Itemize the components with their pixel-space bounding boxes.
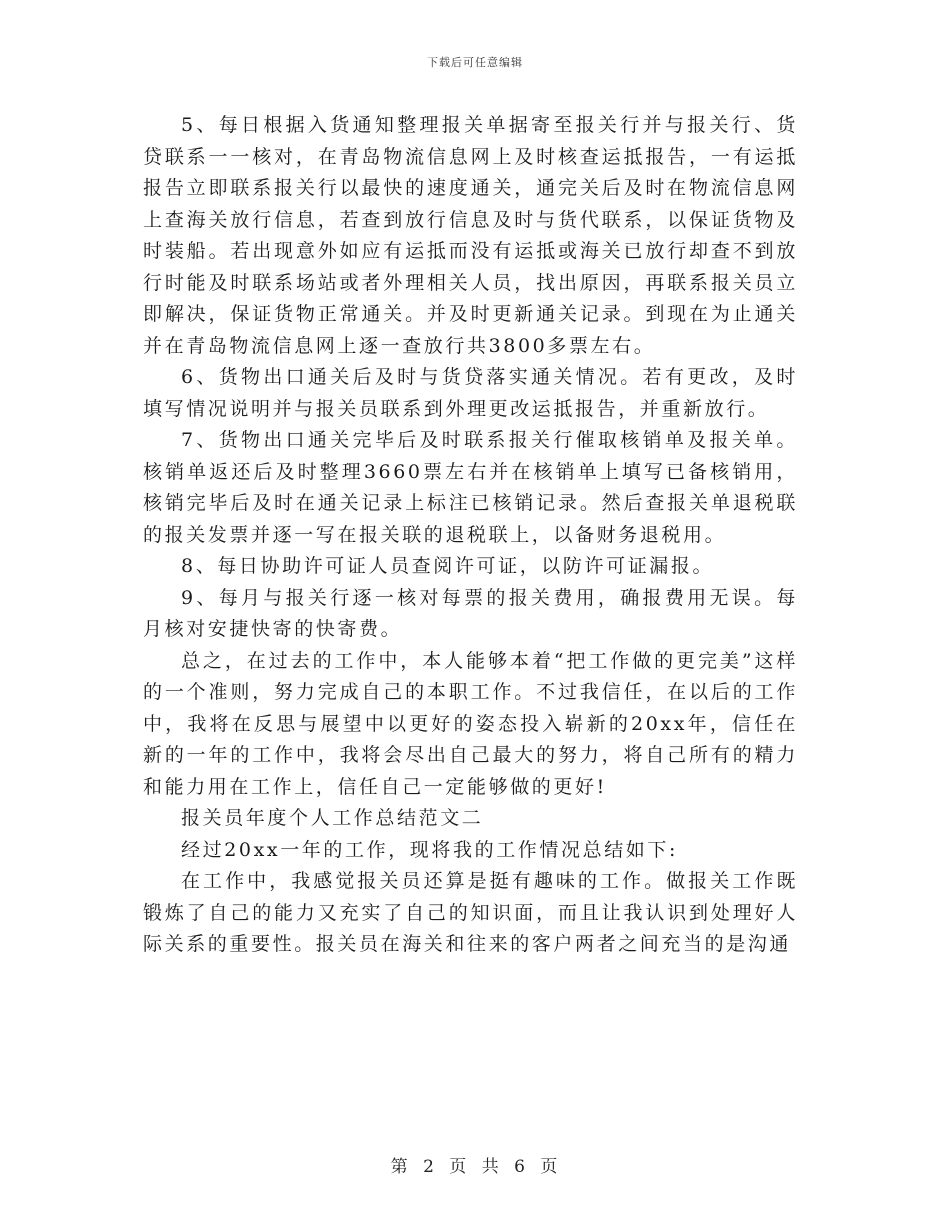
paragraph-item-9: 9、每月与报关行逐一核对每票的报关费用，确报费用无误。每月核对安捷快寄的快寄费。 — [143, 586, 798, 640]
paragraph-item-6: 6、货物出口通关后及时与货贷落实通关情况。若有更改，及时填写情况说明并与报关员联系到外理更改运抵报告，并重新放行。 — [143, 366, 798, 420]
paragraph-item-7: 7、货物出口通关完毕后及时联系报关行催取核销单及报关单。核销单返还后及时整理3660票左右并在核销单上填写已备核销用，核销完毕后及时在通关记录上标注已核销记录。然后查报关单退税联的报关发票并逐一写在报关联的退税联上，以备财务退税用。 — [143, 429, 798, 546]
current-page-number: 2 — [423, 1157, 436, 1177]
paragraph-item-8: 8、每日协助许可证人员查阅许可证，以防许可证漏报。 — [181, 555, 715, 577]
section-heading: 报关员年度个人工作总结范文二 — [181, 807, 484, 829]
paragraph-work-feeling: 在工作中，我感觉报关员还算是挺有趣味的工作。做报关工作既锻炼了自己的能力又充实了自己的知识面，而且让我认识到处理好人际关系的重要性。报关员在海关和往来的客户两者之间充当的是沟通 — [143, 870, 798, 955]
footer-gong: 共 — [481, 1157, 501, 1177]
total-page-number: 6 — [514, 1157, 527, 1177]
paragraph-summary: 总之，在过去的工作中，本人能够本着“把工作做的更完美”这样的一个准则，努力完成自己的本职工作。不过我信任，在以后的工作中，我将在反思与展望中以更好的姿态投入崭新的20xx年，信任在新的一年的工作中，我将会尽出自己最大的努力，将自己所有的精力和能力用在工作上，信任自己一定能够做的更好! — [143, 649, 798, 798]
paragraph-intro: 经过20xx一年的工作，现将我的工作情况总结如下: — [181, 838, 679, 861]
footer-ye: 页 — [449, 1157, 469, 1177]
page-footer — [0, 1152, 950, 1177]
paragraph-item-5: 5、每日根据入货通知整理报关单据寄至报关行并与报关行、货贷联系一一核对，在青岛物流信息网上及时核查运抵报告，一有运抵报告立即联系报关行以最快的速度通关，通完关后及时在物流信息网上查海关放行信息，若查到放行信息及时与货代联系，以保证货物及时装船。若出现意外如应有运抵而没有运抵或海关已放行却查不到放行时能及时联系场站或者外理相关人员，找出原因，再联系报关员立即解决，保证货物正常通关。并及时更新通关记录。到现在为止通关并在青岛物流信息网上逐一查放行共3800多票左右。 — [143, 114, 798, 357]
footer-ye-end: 页 — [540, 1157, 560, 1177]
page-header: 下载后可任意编辑 — [427, 56, 523, 69]
footer-di: 第 — [390, 1157, 410, 1177]
document-body — [143, 110, 798, 961]
